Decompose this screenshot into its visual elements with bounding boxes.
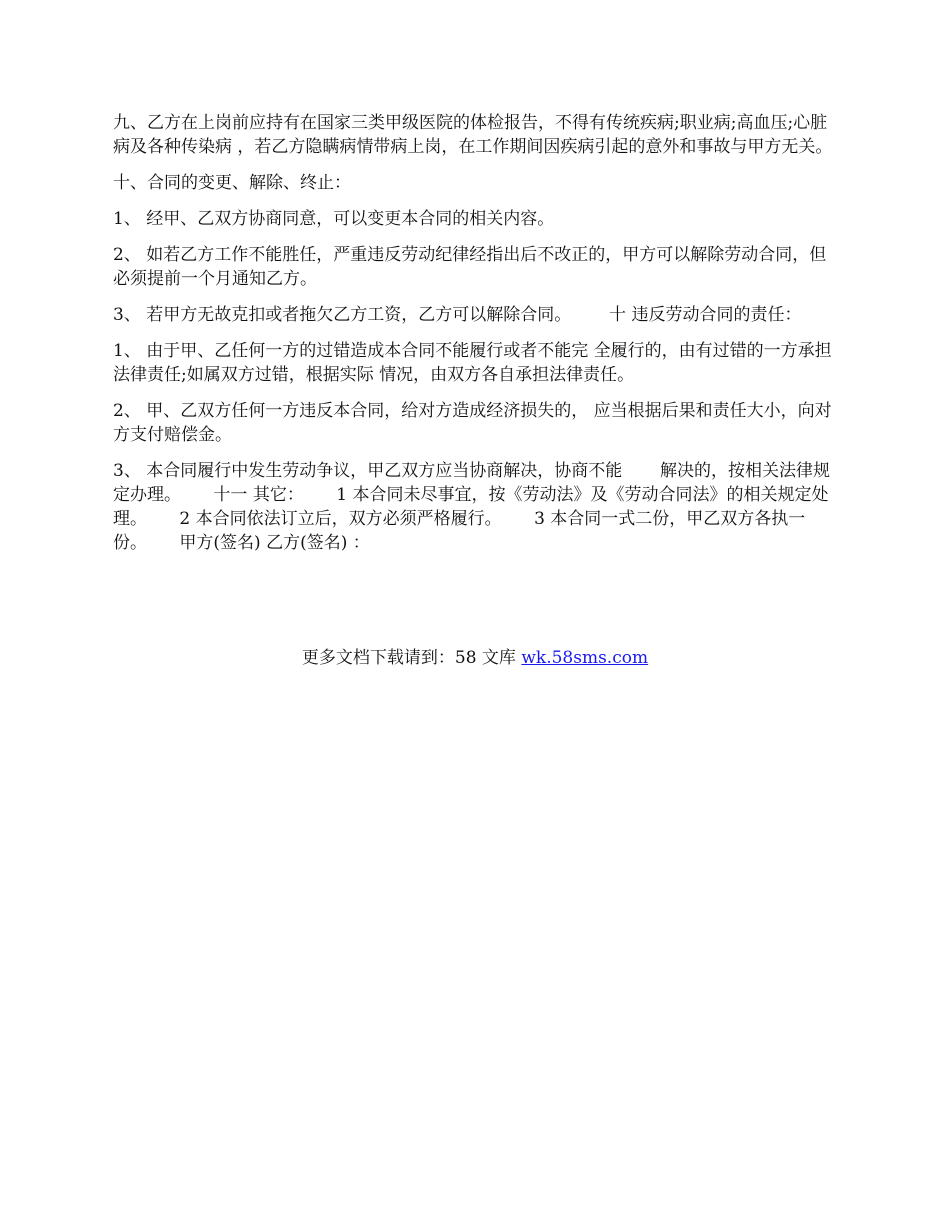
clause-ten-3: 3、 若甲方无故克扣或者拖欠乙方工资，乙方可以解除合同。 十 违反劳动合同的责任： <box>113 305 802 325</box>
document-body <box>113 111 839 567</box>
clause-ten-1: 1、 经甲、乙双方协商同意，可以变更本合同的相关内容。 <box>113 209 555 229</box>
clause-nine: 九、乙方在上岗前应持有在国家三类甲级医院的体检报告，不得有传统疾病;职业病;高血压;心脏病及各种传染病 ，若乙方隐瞒病情带病上岗，在工作期间因疾病引起的意外和事故与甲方无关。 <box>113 113 833 157</box>
download-footer <box>0 646 950 670</box>
liability-clause-3: 3、 本合同履行中发生劳动争议，甲乙双方应当协商解决，协商不能 解决的，按相关法律规定办理。 十一 其它： 1 本合同未尽事宜，按《劳动法》及《劳动合同法》的相关规定处理。 2 本合同依法订立后，双方必须严格履行。 3 本合同一式二份，甲乙双方各执一份。 甲方(签名) 乙方(签名) ： <box>113 461 831 553</box>
section-ten-heading: 十、合同的变更、解除、终止： <box>113 173 351 193</box>
liability-clause-1: 1、 由于甲、乙任何一方的过错造成本合同不能履行或者不能完 全履行的，由有过错的一方承担法律责任;如属双方过错，根据实际 情况，由双方各自承担法律责任。 <box>113 341 832 385</box>
liability-clause-2: 2、 甲、乙双方任何一方违反本合同，给对方造成经济损失的， 应当根据后果和责任大小，向对方支付赔偿金。 <box>113 401 832 445</box>
footer-link[interactable]: wk.58sms.com <box>521 648 649 668</box>
footer-text: 更多文档下载请到：58 文库 <box>301 648 522 668</box>
clause-ten-2: 2、 如若乙方工作不能胜任，严重违反劳动纪律经指出后不改正的，甲方可以解除劳动合同，但必须提前一个月通知乙方。 <box>113 245 827 289</box>
